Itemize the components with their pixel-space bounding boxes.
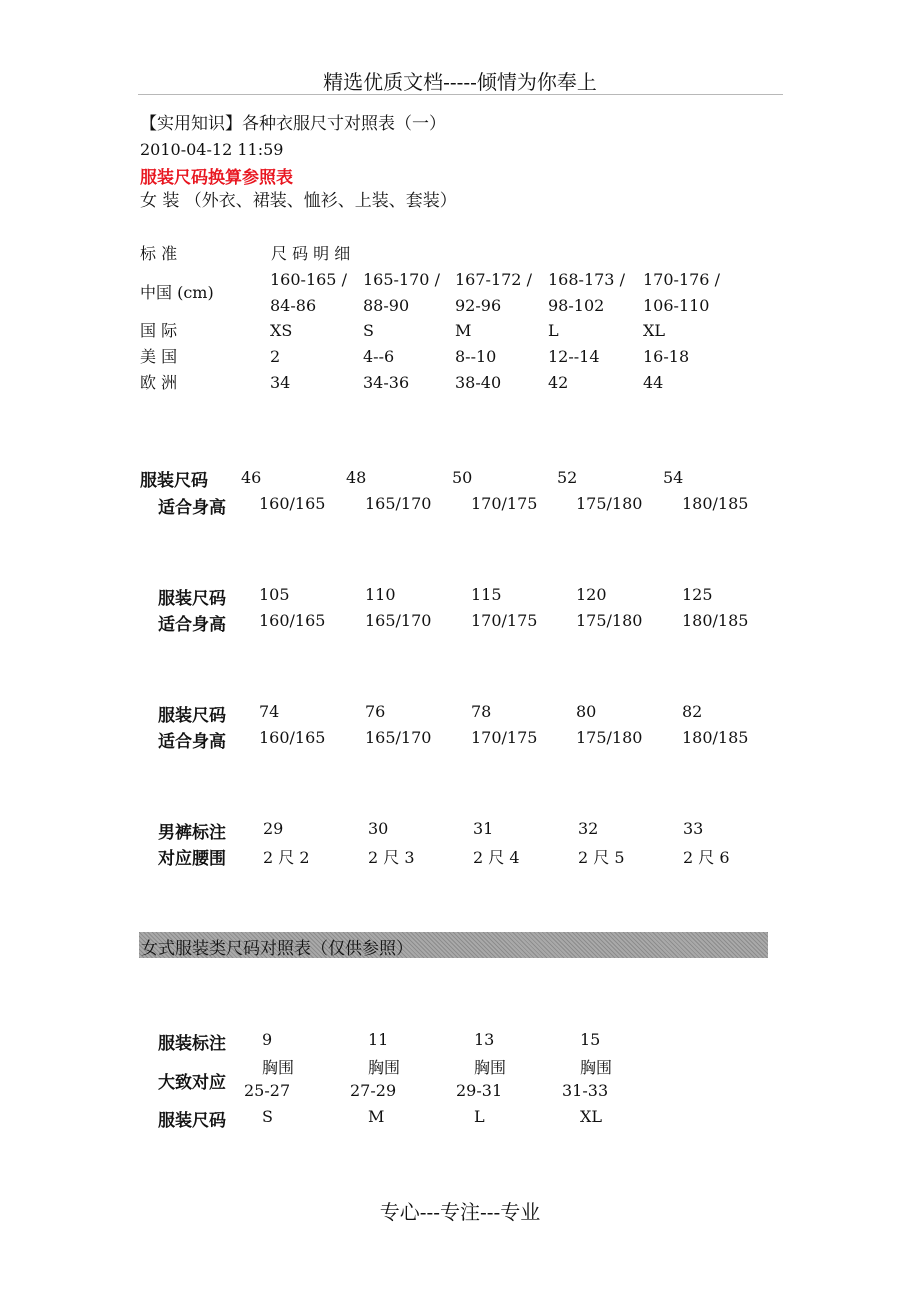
block2-label-height: 适合身高 xyxy=(158,615,226,635)
block3-height-cell: 165/170 xyxy=(365,728,432,747)
womens-label: 女 装 （外衣、裙装、恤衫、上装、套装） xyxy=(140,191,457,211)
block4-pants-cell: 32 xyxy=(578,819,599,838)
china-top-cell: 168-173 / xyxy=(548,270,625,289)
table5-label-approx: 大致对应 xyxy=(158,1073,226,1093)
table5-range-cell: 25-27 xyxy=(244,1081,291,1100)
block2-height-cell: 165/170 xyxy=(365,611,432,630)
block1-height-cell: 175/180 xyxy=(576,494,643,513)
block2-size-cell: 105 xyxy=(259,585,290,604)
china-bottom-cell: 84-86 xyxy=(270,296,317,315)
table5-size-cell: M xyxy=(368,1107,385,1126)
china-top-cell: 165-170 / xyxy=(363,270,440,289)
block4-label-pants: 男裤标注 xyxy=(158,823,226,843)
block2-size-cell: 115 xyxy=(471,585,502,604)
table5-range-cell: 29-31 xyxy=(456,1081,503,1100)
block2-size-cell: 120 xyxy=(576,585,607,604)
page-header: 精选优质文档-----倾情为你奉上 xyxy=(323,70,597,94)
eu-cell: 44 xyxy=(643,373,664,392)
table5-label-tag: 服装标注 xyxy=(158,1034,226,1054)
china-bottom-cell: 92-96 xyxy=(455,296,502,315)
table5-tag-cell: 15 xyxy=(580,1030,601,1049)
intl-cell: XS xyxy=(270,321,293,340)
table1-header-right: 尺 码 明 细 xyxy=(271,244,351,263)
header-rule xyxy=(138,94,783,95)
eu-cell: 38-40 xyxy=(455,373,502,392)
block4-waist-cell: 2 尺 5 xyxy=(578,848,625,867)
table5-size-cell: XL xyxy=(580,1107,603,1126)
table5-chest-cell: 胸围 xyxy=(580,1058,613,1077)
table5-range-cell: 27-29 xyxy=(350,1081,397,1100)
table5-size-cell: S xyxy=(262,1107,273,1126)
us-cell: 4--6 xyxy=(363,347,395,366)
table5-chest-cell: 胸围 xyxy=(262,1058,295,1077)
block2-height-cell: 170/175 xyxy=(471,611,538,630)
table5-range-cell: 31-33 xyxy=(562,1081,609,1100)
table5-tag-cell: 11 xyxy=(368,1030,389,1049)
block4-pants-cell: 31 xyxy=(473,819,494,838)
table5-label-size: 服装尺码 xyxy=(158,1111,226,1131)
block4-pants-cell: 30 xyxy=(368,819,389,838)
block4-label-waist: 对应腰围 xyxy=(158,849,226,869)
block3-height-cell: 180/185 xyxy=(682,728,749,747)
block4-waist-cell: 2 尺 2 xyxy=(263,848,310,867)
block2-size-cell: 110 xyxy=(365,585,396,604)
block1-size-cell: 46 xyxy=(241,468,262,487)
us-cell: 8--10 xyxy=(455,347,497,366)
block3-size-cell: 78 xyxy=(471,702,492,721)
row-label-us: 美 国 xyxy=(140,347,178,366)
intl-cell: M xyxy=(455,321,472,340)
china-bottom-cell: 88-90 xyxy=(363,296,410,315)
row-label-china: 中国 (cm) xyxy=(140,283,214,302)
table5-tag-cell: 13 xyxy=(474,1030,495,1049)
block1-height-cell: 165/170 xyxy=(365,494,432,513)
intl-cell: S xyxy=(363,321,374,340)
block3-size-cell: 82 xyxy=(682,702,703,721)
section-title: 服装尺码换算参照表 xyxy=(140,168,293,188)
block3-height-cell: 170/175 xyxy=(471,728,538,747)
eu-cell: 34-36 xyxy=(363,373,410,392)
block4-pants-cell: 29 xyxy=(263,819,284,838)
table1-header-left: 标 准 xyxy=(140,244,178,263)
china-top-cell: 160-165 / xyxy=(270,270,347,289)
table5-size-cell: L xyxy=(474,1107,485,1126)
block3-size-cell: 74 xyxy=(259,702,280,721)
block4-waist-cell: 2 尺 4 xyxy=(473,848,520,867)
us-cell: 2 xyxy=(270,347,281,366)
block3-label-height: 适合身高 xyxy=(158,732,226,752)
block3-size-cell: 80 xyxy=(576,702,597,721)
block2-height-cell: 160/165 xyxy=(259,611,326,630)
article-title: 【实用知识】各种衣服尺寸对照表（一） xyxy=(140,114,446,134)
block4-pants-cell: 33 xyxy=(683,819,704,838)
section-band xyxy=(139,932,768,958)
block3-label-size: 服装尺码 xyxy=(158,706,226,726)
article-date: 2010-04-12 11:59 xyxy=(140,140,284,159)
table5-chest-cell: 胸围 xyxy=(474,1058,507,1077)
table5-tag-cell: 9 xyxy=(262,1030,273,1049)
china-top-cell: 167-172 / xyxy=(455,270,532,289)
block1-label-height: 适合身高 xyxy=(158,498,226,518)
row-label-intl: 国 际 xyxy=(140,321,178,340)
intl-cell: L xyxy=(548,321,559,340)
block1-size-cell: 54 xyxy=(663,468,684,487)
block2-height-cell: 175/180 xyxy=(576,611,643,630)
table5-chest-cell: 胸围 xyxy=(368,1058,401,1077)
block1-label-size: 服装尺码 xyxy=(140,471,208,491)
block1-height-cell: 170/175 xyxy=(471,494,538,513)
page-footer: 专心---专注---专业 xyxy=(379,1200,541,1224)
block2-label-size: 服装尺码 xyxy=(158,589,226,609)
us-cell: 16-18 xyxy=(643,347,690,366)
band-title: 女式服装类尺码对照表（仅供参照） xyxy=(141,939,413,959)
intl-cell: XL xyxy=(643,321,666,340)
block3-height-cell: 160/165 xyxy=(259,728,326,747)
china-bottom-cell: 106-110 xyxy=(643,296,710,315)
block1-size-cell: 48 xyxy=(346,468,367,487)
china-bottom-cell: 98-102 xyxy=(548,296,605,315)
block1-height-cell: 160/165 xyxy=(259,494,326,513)
eu-cell: 34 xyxy=(270,373,291,392)
china-top-cell: 170-176 / xyxy=(643,270,720,289)
block1-size-cell: 52 xyxy=(557,468,578,487)
block4-waist-cell: 2 尺 6 xyxy=(683,848,730,867)
us-cell: 12--14 xyxy=(548,347,600,366)
eu-cell: 42 xyxy=(548,373,569,392)
block1-height-cell: 180/185 xyxy=(682,494,749,513)
block2-size-cell: 125 xyxy=(682,585,713,604)
block1-size-cell: 50 xyxy=(452,468,473,487)
block3-height-cell: 175/180 xyxy=(576,728,643,747)
block2-height-cell: 180/185 xyxy=(682,611,749,630)
block3-size-cell: 76 xyxy=(365,702,386,721)
row-label-eu: 欧 洲 xyxy=(140,373,178,392)
block4-waist-cell: 2 尺 3 xyxy=(368,848,415,867)
